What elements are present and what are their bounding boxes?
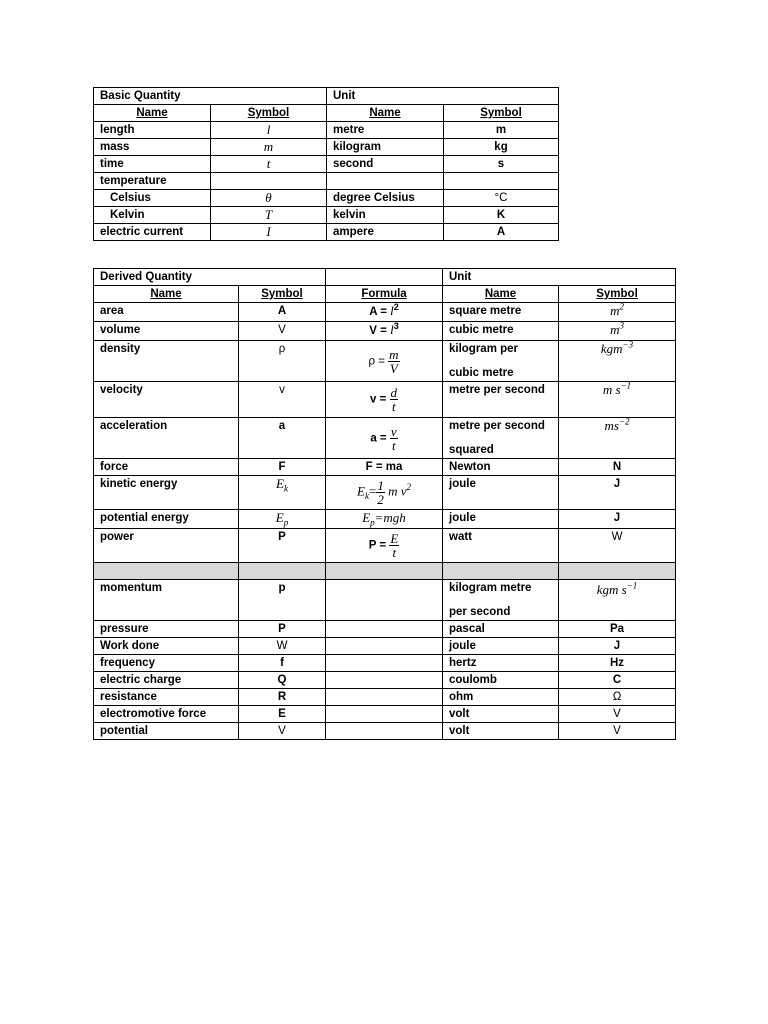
table-row: [94, 322, 676, 341]
quantity-symbol: a: [239, 418, 326, 459]
table-row: [94, 580, 676, 621]
unit-symbol: kgm $s^{-1}$: [559, 580, 676, 621]
quantity-symbol: $E_k$: [239, 476, 326, 510]
formula: v = $\frac{d}{t}$: [326, 382, 443, 418]
name-col-header: Name: [94, 105, 211, 122]
formula: [326, 689, 443, 706]
unit-name: ohm: [443, 689, 559, 706]
quantity-name: power: [94, 529, 239, 563]
table-row: [94, 706, 676, 723]
table-row: [94, 139, 559, 156]
table-row: [94, 122, 559, 139]
unit-name: Newton: [443, 459, 559, 476]
formula: $E_k=$ $\frac{1}{2}$ m $v^2$: [326, 476, 443, 510]
unit-name-col-header: Name: [327, 105, 444, 122]
quantity-name: volume: [94, 322, 239, 341]
quantity-name: temperature: [94, 173, 211, 190]
unit-header: Unit: [443, 269, 676, 286]
unit-symbol: [444, 173, 559, 190]
quantity-name: pressure: [94, 621, 239, 638]
unit-symbol: kg: [444, 139, 559, 156]
unit-symbol: $m^3$: [559, 322, 676, 341]
unit-symbol: m: [444, 122, 559, 139]
unit-symbol: W: [559, 529, 676, 563]
unit-symbol-col-header: Symbol: [559, 286, 676, 303]
unit-symbol: V: [559, 706, 676, 723]
formula: ρ = $\frac{m}{V}$: [326, 341, 443, 382]
unit-name: volt: [443, 723, 559, 740]
unit-name: kelvin: [327, 207, 444, 224]
quantity-name: acceleration: [94, 418, 239, 459]
quantity-symbol: E: [239, 706, 326, 723]
quantity-symbol: v: [239, 382, 326, 418]
unit-symbol: °C: [444, 190, 559, 207]
table-row: [94, 459, 676, 476]
quantity-symbol: V: [239, 322, 326, 341]
quantity-symbol: Q: [239, 672, 326, 689]
formula-header-blank: [326, 269, 443, 286]
quantity-name: area: [94, 303, 239, 322]
unit-symbol: Pa: [559, 621, 676, 638]
unit-symbol: J: [559, 476, 676, 510]
quantity-name: potential: [94, 723, 239, 740]
unit-symbol: K: [444, 207, 559, 224]
unit-name-col-header: Name: [443, 286, 559, 303]
formula: [326, 723, 443, 740]
table-row: [94, 156, 559, 173]
quantity-name: Kelvin: [94, 207, 211, 224]
quantity-name: electric charge: [94, 672, 239, 689]
quantity-name: length: [94, 122, 211, 139]
symbol-col-header: Symbol: [239, 286, 326, 303]
quantity-name: velocity: [94, 382, 239, 418]
unit-name: kilogram metre per second: [443, 580, 559, 621]
quantity-symbol: l: [211, 122, 327, 139]
table-row: [94, 510, 676, 529]
unit-name: joule: [443, 638, 559, 655]
unit-name: kilogram: [327, 139, 444, 156]
quantity-name: kinetic energy: [94, 476, 239, 510]
quantity-symbol: P: [239, 529, 326, 563]
unit-name: joule: [443, 476, 559, 510]
table-row: [94, 672, 676, 689]
unit-symbol: Ω: [559, 689, 676, 706]
unit-symbol: J: [559, 638, 676, 655]
table-row: [94, 418, 676, 459]
formula: $V = l^3$: [326, 322, 443, 341]
quantity-symbol: P: [239, 621, 326, 638]
unit-name: hertz: [443, 655, 559, 672]
formula: P = $\frac{E}{t}$: [326, 529, 443, 563]
unit-name: ampere: [327, 224, 444, 241]
unit-name: degree Celsius: [327, 190, 444, 207]
separator-row: [94, 563, 676, 580]
table-row: [94, 655, 676, 672]
quantity-name: mass: [94, 139, 211, 156]
quantity-symbol: A: [239, 303, 326, 322]
quantity-symbol: W: [239, 638, 326, 655]
name-col-header: Name: [94, 286, 239, 303]
unit-symbol: N: [559, 459, 676, 476]
table-row: [94, 638, 676, 655]
quantity-name: time: [94, 156, 211, 173]
unit-symbol: A: [444, 224, 559, 241]
symbol-col-header: Symbol: [211, 105, 327, 122]
formula: $E_p=mgh$: [326, 510, 443, 529]
basic-quantity-table: [93, 87, 559, 241]
table-row: [94, 382, 676, 418]
quantity-symbol: t: [211, 156, 327, 173]
unit-name: watt: [443, 529, 559, 563]
quantity-name: Work done: [94, 638, 239, 655]
formula: [326, 706, 443, 723]
table-row: [94, 303, 676, 322]
formula: [326, 580, 443, 621]
unit-name: volt: [443, 706, 559, 723]
unit-name: metre per second squared: [443, 418, 559, 459]
unit-symbol: $ms^{-2}$: [559, 418, 676, 459]
unit-name: coulomb: [443, 672, 559, 689]
unit-symbol: C: [559, 672, 676, 689]
quantity-name: electric current: [94, 224, 211, 241]
unit-symbol: J: [559, 510, 676, 529]
unit-name: joule: [443, 510, 559, 529]
formula: [326, 655, 443, 672]
table-row: [94, 341, 676, 382]
derived-quantity-table: [93, 268, 676, 740]
table-row: [94, 723, 676, 740]
formula-col-header: Formula: [326, 286, 443, 303]
quantity-symbol: [211, 173, 327, 190]
quantity-symbol: R: [239, 689, 326, 706]
formula: [326, 672, 443, 689]
unit-symbol: m $s^{-1}$: [559, 382, 676, 418]
quantity-name: resistance: [94, 689, 239, 706]
unit-name: pascal: [443, 621, 559, 638]
unit-symbol: s: [444, 156, 559, 173]
unit-name: metre per second: [443, 382, 559, 418]
quantity-name: Celsius: [94, 190, 211, 207]
unit-symbol: V: [559, 723, 676, 740]
quantity-symbol: f: [239, 655, 326, 672]
unit-name: metre: [327, 122, 444, 139]
formula: [326, 621, 443, 638]
unit-name: [327, 173, 444, 190]
formula: [326, 638, 443, 655]
unit-header: Unit: [327, 88, 559, 105]
unit-symbol: Hz: [559, 655, 676, 672]
quantity-name: frequency: [94, 655, 239, 672]
table-row: [94, 476, 676, 510]
quantity-symbol: ρ: [239, 341, 326, 382]
table-row: [94, 689, 676, 706]
unit-symbol-col-header: Symbol: [444, 105, 559, 122]
quantity-name: electromotive force: [94, 706, 239, 723]
table-row: [94, 224, 559, 241]
formula: F = ma: [326, 459, 443, 476]
table-row: [94, 621, 676, 638]
table-row: [94, 529, 676, 563]
unit-name: second: [327, 156, 444, 173]
unit-symbol: kgm$^{-3}$: [559, 341, 676, 382]
table-row: [94, 173, 559, 190]
unit-symbol: $m^2$: [559, 303, 676, 322]
quantity-symbol: m: [211, 139, 327, 156]
formula: $A = l^2$: [326, 303, 443, 322]
unit-name: kilogram per cubic metre: [443, 341, 559, 382]
quantity-symbol: V: [239, 723, 326, 740]
quantity-name: force: [94, 459, 239, 476]
basic-quantity-header: Basic Quantity: [94, 88, 327, 105]
quantity-symbol: $E_p$: [239, 510, 326, 529]
table-row: [94, 190, 559, 207]
table-row: [94, 207, 559, 224]
unit-name: cubic metre: [443, 322, 559, 341]
unit-name: square metre: [443, 303, 559, 322]
quantity-symbol: p: [239, 580, 326, 621]
formula: a = $\frac{v}{t}$: [326, 418, 443, 459]
quantity-symbol: I: [211, 224, 327, 241]
quantity-name: potential energy: [94, 510, 239, 529]
quantity-symbol: T: [211, 207, 327, 224]
quantity-name: density: [94, 341, 239, 382]
derived-quantity-header: Derived Quantity: [94, 269, 326, 286]
quantity-name: momentum: [94, 580, 239, 621]
quantity-symbol: θ: [211, 190, 327, 207]
quantity-symbol: F: [239, 459, 326, 476]
